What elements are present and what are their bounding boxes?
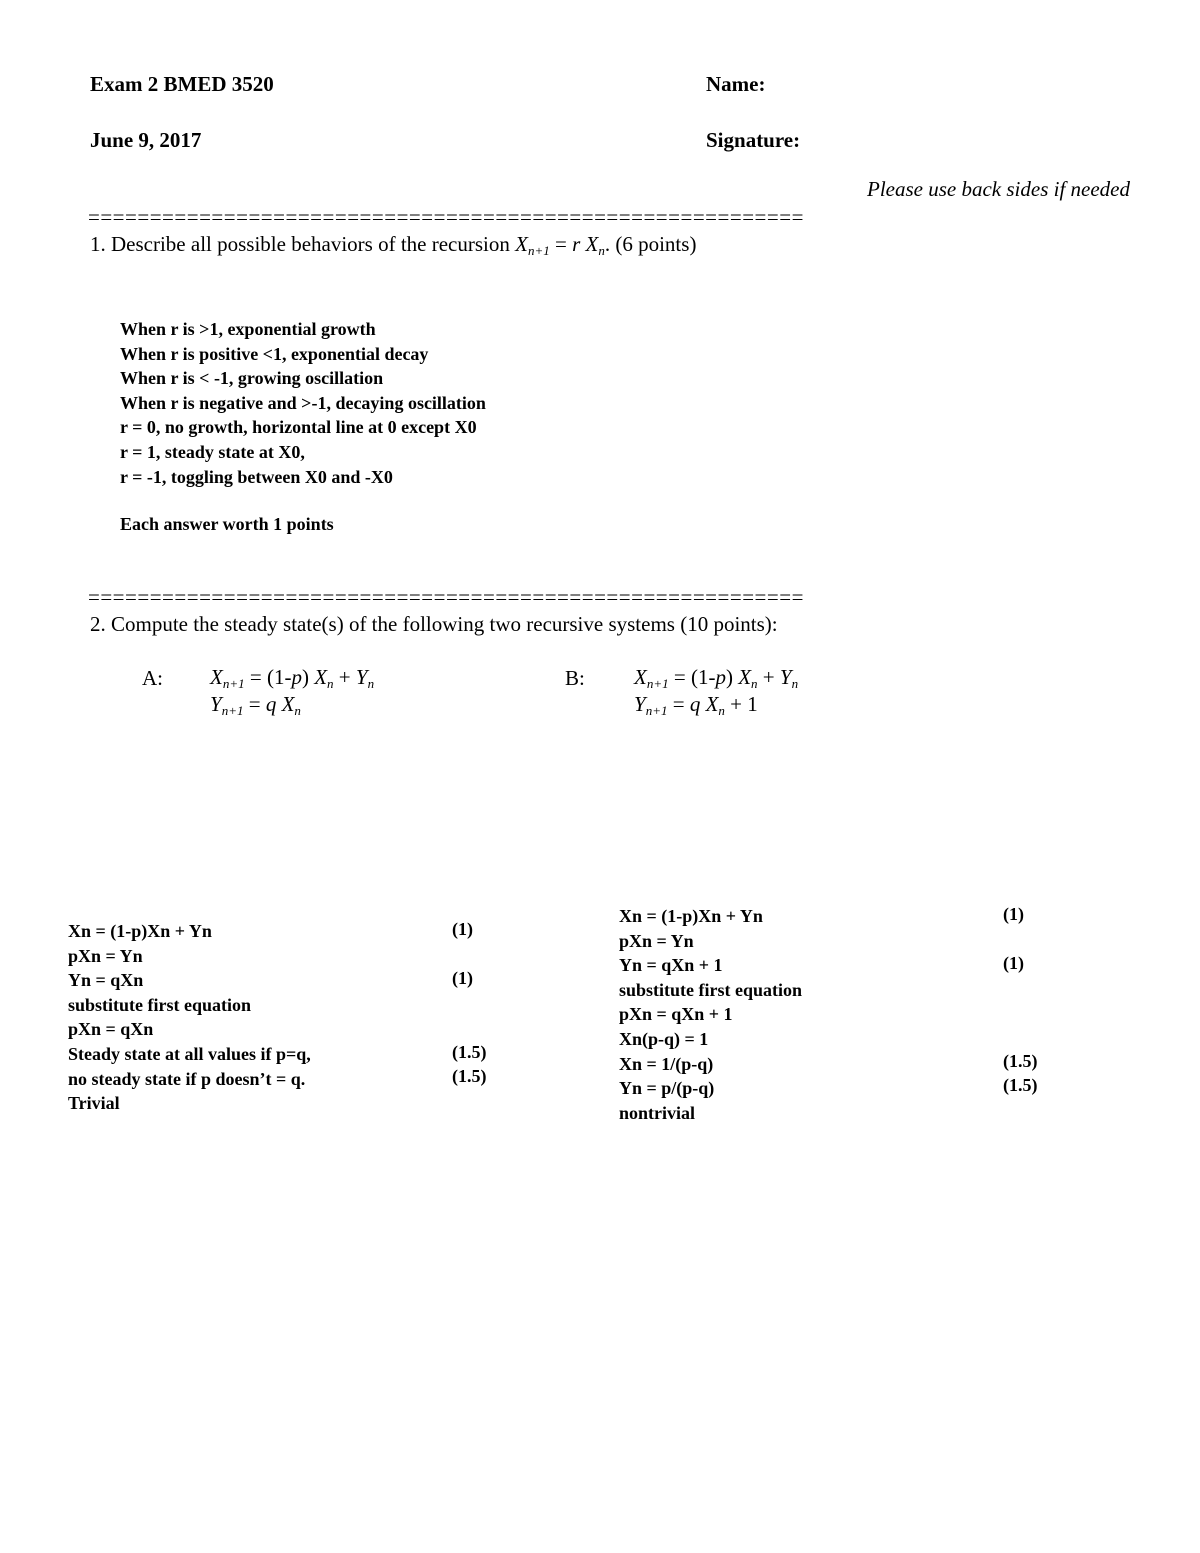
answer-b-points: (1.5) (1003, 1051, 1038, 1071)
answer-a-line: Steady state at all values if p=q, (68, 1043, 311, 1064)
question-2-prompt: 2. Compute the steady state(s) of the following two recursive systems (10 points): (90, 612, 778, 636)
back-sides-note: Please use back sides if needed (867, 177, 1130, 201)
question-1-text: 1. Describe all possible behaviors of the recursion (90, 232, 516, 256)
system-a-x-equation: $X_{n+1} = (1-p) X_n + Y_n$ (210, 665, 375, 691)
var-r: r (572, 232, 581, 256)
answer-a-points: (1.5) (452, 1042, 487, 1062)
answer-a-line: pXn = Yn (68, 945, 143, 966)
answer-b-points: (1) (1003, 904, 1024, 924)
scoring-note: Each answer worth 1 points (120, 514, 334, 534)
question-1-points: . (6 points) (604, 232, 697, 256)
answer-a-line: no steady state if p doesn’t = q. (68, 1068, 306, 1089)
system-a-y-equation: $Y_{n+1} = q$ $X_n$ (210, 692, 301, 718)
answer-b-line: Xn(p-q) = 1 (619, 1028, 709, 1049)
answer-b-line: Xn = 1/(p-q) (619, 1053, 714, 1074)
var-x: X (515, 232, 528, 256)
answer-b-line: substitute first equation (619, 979, 803, 1000)
answer-a-line: Xn = (1-p)Xn + Yn (68, 921, 212, 941)
answer-line: When r is >1, exponential growth (120, 319, 376, 339)
answer-a-line: Yn = qXn (68, 970, 144, 991)
answer-a-line: Trivial (68, 1093, 120, 1114)
answer-a-line: pXn = qXn (68, 1019, 154, 1040)
exam-date: June 9, 2017 (90, 128, 202, 152)
answer-b-line: Yn = qXn + 1 (619, 955, 723, 976)
answer-a (68, 919, 311, 1116)
question-1-answers (120, 317, 486, 489)
answer-b-line: Xn = (1-p)Xn + Yn (619, 906, 763, 926)
separator-2: ========================================================== (88, 585, 804, 609)
answer-a-line: substitute first equation (68, 994, 252, 1015)
answer-b-line: pXn = Yn (619, 930, 694, 951)
signature-label: Signature: (706, 128, 801, 152)
answer-a-points: (1) (452, 919, 473, 939)
answer-b-line: Yn = p/(p-q) (619, 1078, 715, 1099)
system-b-y-equation: $Y_{n+1} = q$ $X_n + 1$ (634, 692, 758, 718)
system-b-x-equation: $X_{n+1} = (1-p) X_n + Y_n$ (634, 665, 799, 691)
system-b-label: B: (565, 666, 585, 690)
answer-line: r = -1, toggling between X0 and -X0 (120, 466, 393, 487)
question-1-prompt: 1. Describe all possible behaviors of the recursion $X_{n+1} = r$ $X_n$. (6 points) (90, 232, 697, 258)
system-b-equations (634, 664, 798, 718)
answer-b-points: (1.5) (1003, 1075, 1038, 1095)
answer-line: When r is negative and >-1, decaying oscillation (120, 392, 486, 413)
answer-line: r = 1, steady state at X0, (120, 441, 305, 462)
answer-line: When r is < -1, growing oscillation (120, 368, 384, 389)
answer-b-line: pXn = qXn + 1 (619, 1004, 733, 1025)
system-a-equations (210, 664, 374, 718)
answer-a-points: (1.5) (452, 1066, 487, 1086)
name-label: Name: (706, 72, 766, 96)
answer-b (619, 904, 802, 1125)
answer-a-points: (1) (452, 968, 473, 988)
answer-line: r = 0, no growth, horizontal line at 0 except X0 (120, 417, 477, 438)
answer-line: When r is positive <1, exponential decay (120, 343, 429, 364)
exam-title: Exam 2 BMED 3520 (90, 72, 274, 96)
system-a-label: A: (142, 666, 163, 690)
separator-1: ========================================================== (88, 205, 804, 229)
answer-b-points: (1) (1003, 953, 1024, 973)
answer-b-line: nontrivial (619, 1102, 696, 1123)
